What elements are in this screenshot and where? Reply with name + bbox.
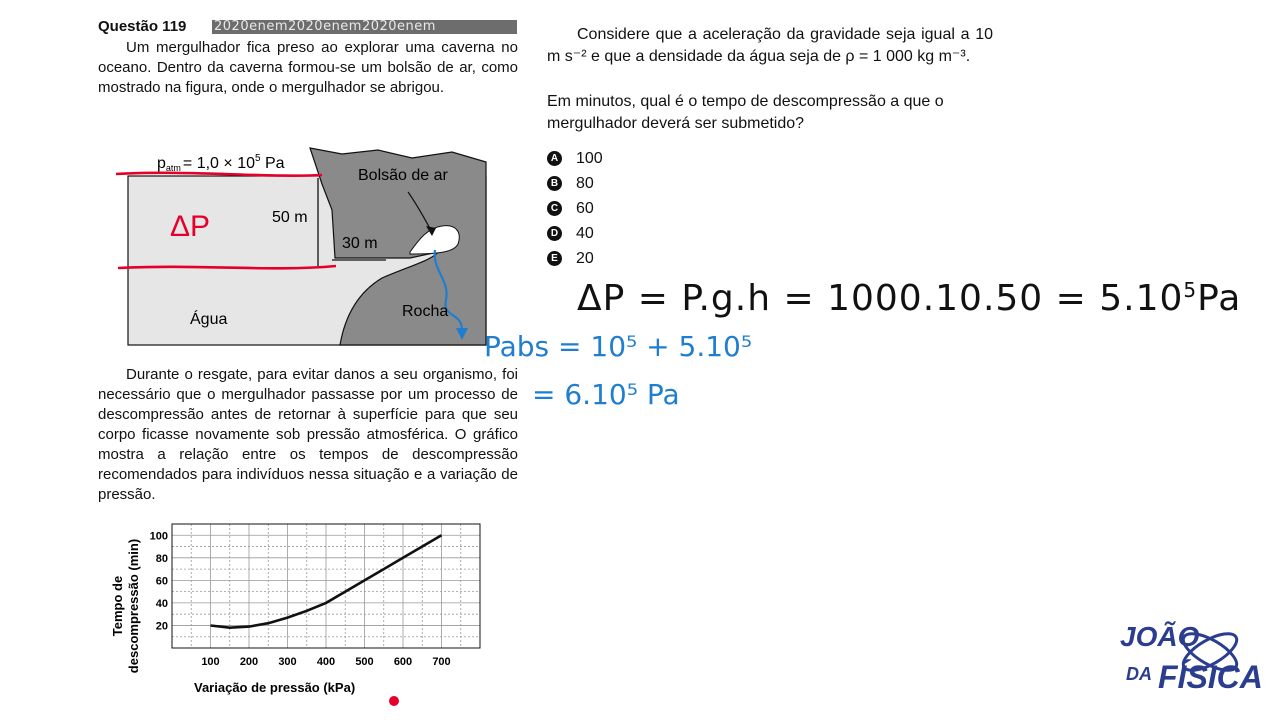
option-value: 80	[576, 174, 594, 192]
question-title: Questão 119	[98, 18, 187, 35]
x-tick-label: 200	[239, 656, 259, 668]
option-badge: A	[547, 151, 562, 166]
option-a[interactable]	[547, 146, 603, 171]
option-value: 60	[576, 199, 594, 217]
patm-label: patm = $1,0 \times 10^5$ Pa	[157, 153, 285, 173]
option-d[interactable]	[547, 221, 603, 246]
rock-label: Rocha	[402, 303, 449, 320]
calc-unit: Pa	[1197, 278, 1242, 319]
y-tick-label: 40	[155, 597, 168, 610]
y-axis-label-line1: Tempo de	[110, 575, 125, 637]
watermark-banner: 2020enem2020enem2020enem	[212, 20, 517, 34]
option-value: 20	[576, 249, 594, 267]
y-tick-label: 20	[155, 620, 168, 633]
logo-line2: DA	[1126, 664, 1152, 684]
cave-figure	[110, 140, 490, 355]
consider-text: Considere que a aceleração da gravidade seja igual a 10 m s⁻² e que a densidade da água seja de ρ = 1 000 kg m⁻³.	[547, 26, 993, 65]
option-badge: E	[547, 251, 562, 266]
option-badge: D	[547, 226, 562, 241]
option-badge: B	[547, 176, 562, 191]
answer-options	[547, 146, 603, 271]
x-tick-label: 300	[278, 656, 297, 668]
red-dot-marker	[389, 696, 399, 706]
y-tick-label: 80	[155, 552, 168, 565]
x-tick-label: 700	[432, 656, 451, 668]
consider-paragraph	[547, 24, 993, 68]
surface-marker-line	[116, 173, 322, 176]
logo-line1: JOÃO	[1120, 621, 1200, 652]
water-label: Água	[190, 311, 228, 328]
option-b[interactable]	[547, 171, 603, 196]
calc-exp: 5	[1183, 278, 1198, 302]
option-e[interactable]	[547, 246, 603, 271]
x-tick-label: 100	[201, 656, 220, 668]
joao-da-fisica-logo	[1118, 612, 1263, 695]
decompression-chart	[100, 518, 500, 700]
option-c[interactable]	[547, 196, 603, 221]
handwritten-result: = 6.10⁵ Pa	[532, 378, 680, 411]
intro-text: Um mergulhador fica preso ao explorar uma caverna no oceano. Dentro da caverna formou-se um bolsão de ar, como mostrado na figura, onde o mergulhador se abrigou.	[98, 39, 518, 96]
x-tick-label: 600	[393, 656, 413, 668]
option-badge: C	[547, 201, 562, 216]
chart-grid	[172, 524, 480, 648]
calc-main: ΔP = P.g.h = 1000.10.50 = 5.10	[577, 278, 1184, 319]
y-tick-label: 60	[155, 575, 168, 588]
delta-p-handwriting: ΔP	[170, 210, 211, 243]
logo-line3: FÍSICA	[1158, 659, 1263, 695]
question-ask: Em minutos, qual é o tempo de descompressão a que o mergulhador deverá ser submetido?	[547, 93, 944, 132]
y-tick-labels	[150, 530, 168, 632]
y-tick-label: 100	[149, 530, 168, 543]
rescue-text: Durante o resgate, para evitar danos a seu organismo, foi necessário que o mergulhador passasse por um processo de descompressão antes de retornar à superfície para que seu corpo ficasse novamente sob pressão atmosférica. O gráfico mostra a relação entre os tempos de descompressão recomendados para indivíduos nessa situação e a variação de pressão.	[98, 366, 518, 503]
air-pocket-label: Bolsão de ar	[358, 167, 448, 184]
x-tick-label: 400	[316, 656, 336, 668]
question-intro	[98, 38, 518, 98]
handwritten-pabs: Pabs = 10⁵ + 5.10⁵	[484, 330, 753, 363]
y-axis-label-line2: descompressão (min)	[126, 538, 141, 674]
handwritten-delta-p-calc	[577, 278, 1241, 319]
x-axis-label: Variação de pressão (kPa)	[194, 680, 356, 695]
option-value: 40	[576, 224, 594, 242]
x-tick-labels	[201, 656, 450, 668]
width-label: 30 m	[342, 235, 378, 252]
option-value: 100	[576, 149, 603, 167]
depth-label: 50 m	[272, 209, 308, 226]
x-tick-label: 500	[355, 656, 374, 668]
rescue-paragraph	[98, 365, 518, 505]
